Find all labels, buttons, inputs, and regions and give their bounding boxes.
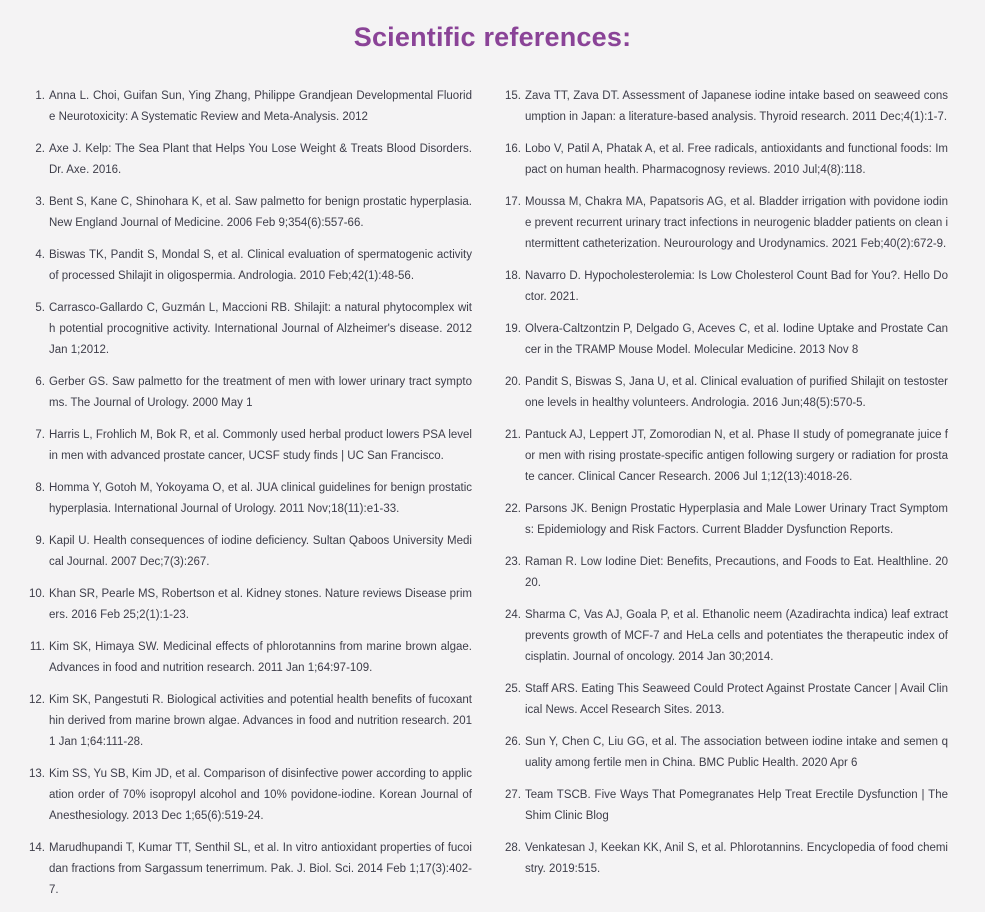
reference-number: 1.: [35, 90, 45, 102]
reference-text: Khan SR, Pearle MS, Robertson et al. Kidney stones. Nature reviews Disease primers. 2016 Feb 25;2(1):1-23.: [49, 588, 472, 621]
reference-item: [500, 266, 948, 308]
reference-number: 25.: [505, 683, 521, 695]
reference-text: Pandit S, Biswas S, Jana U, et al. Clinical evaluation of purified Shilajit on testosterone levels in healthy volunteers. Andrologia. 2016 Jun;48(5):570-5.: [525, 376, 948, 409]
reference-text: Homma Y, Gotoh M, Yokoyama O, et al. JUA clinical guidelines for benign prostatic hyperplasia. International Journal of Urology. 2011 Nov;18(11):e1-33.: [49, 482, 472, 515]
reference-item: [24, 298, 472, 361]
reference-text: Biswas TK, Pandit S, Mondal S, et al. Clinical evaluation of spermatogenic activity of processed Shilajit in oligospermia. Andrologia. 2010 Feb;42(1):48-56.: [49, 249, 472, 282]
reference-text: Parsons JK. Benign Prostatic Hyperplasia and Male Lower Urinary Tract Symptoms: Epidemiology and Risk Factors. Current Bladder Dysfunction Reports.: [525, 503, 948, 536]
reference-text: Pantuck AJ, Leppert JT, Zomorodian N, et al. Phase II study of pomegranate juice for men with rising prostate-specific antigen following surgery or radiation for prostate cancer. Clinical Cancer Research. 2006 Jul 1;12(13):4018-26.: [525, 429, 948, 483]
reference-number: 13.: [29, 768, 45, 780]
reference-text: Moussa M, Chakra MA, Papatsoris AG, et al. Bladder irrigation with povidone iodine prevent recurrent urinary tract infections in neurogenic bladder patients on clean intermittent catheterization. Neurourology and Urodynamics. 2021 Feb;40(2):672-9.: [525, 196, 948, 250]
reference-item: [500, 785, 948, 827]
reference-text: Bent S, Kane C, Shinohara K, et al. Saw palmetto for benign prostatic hyperplasia. New England Journal of Medicine. 2006 Feb 9;354(6):557-66.: [49, 196, 472, 229]
reference-text: Navarro D. Hypocholesterolemia: Is Low Cholesterol Count Bad for You?. Hello Doctor. 2021.: [525, 270, 948, 303]
reference-text: Sharma C, Vas AJ, Goala P, et al. Ethanolic neem (Azadirachta indica) leaf extract prevents growth of MCF-7 and HeLa cells and potentiates the therapeutic index of cisplatin. Journal of oncology. 2014 Jan 30;2014.: [525, 609, 948, 663]
reference-number: 24.: [505, 609, 521, 621]
reference-item: [500, 139, 948, 181]
reference-item: [500, 319, 948, 361]
reference-item: [500, 499, 948, 541]
reference-number: 21.: [505, 429, 521, 441]
reference-number: 12.: [29, 694, 45, 706]
reference-number: 18.: [505, 270, 521, 282]
reference-text: Sun Y, Chen C, Liu GG, et al. The association between iodine intake and semen quality among fertile men in China. BMC Public Health. 2020 Apr 6: [525, 736, 948, 769]
reference-text: Gerber GS. Saw palmetto for the treatment of men with lower urinary tract symptoms. The Journal of Urology. 2000 May 1: [49, 376, 472, 409]
reference-text: Harris L, Frohlich M, Bok R, et al. Commonly used herbal product lowers PSA level in men with advanced prostate cancer, UCSF study finds | UC San Francisco.: [49, 429, 472, 462]
reference-item: [24, 838, 472, 901]
reference-number: 19.: [505, 323, 521, 335]
reference-number: 11.: [29, 641, 45, 653]
reference-item: [500, 372, 948, 414]
reference-text: Marudhupandi T, Kumar TT, Senthil SL, et al. In vitro antioxidant properties of fucoidan fractions from Sargassum tenerrimum. Pak. J. Biol. Sci. 2014 Feb 1;17(3):402-7.: [49, 842, 472, 896]
reference-text: Kim SK, Himaya SW. Medicinal effects of phlorotannins from marine brown algae. Advances in food and nutrition research. 2011 Jan 1;64:97-109.: [49, 641, 472, 674]
reference-number: 8.: [35, 482, 45, 494]
reference-item: [500, 732, 948, 774]
reference-item: [24, 192, 472, 234]
reference-number: 4.: [35, 249, 45, 261]
reference-text: Venkatesan J, Keekan KK, Anil S, et al. Phlorotannins. Encyclopedia of food chemistry. 2019:515.: [525, 842, 948, 875]
reference-item: [24, 637, 472, 679]
reference-item: [24, 531, 472, 573]
reference-text: Lobo V, Patil A, Phatak A, et al. Free radicals, antioxidants and functional foods: Impact on human health. Pharmacognosy reviews. 2010 Jul;4(8):118.: [525, 143, 948, 176]
reference-item: [24, 86, 472, 128]
reference-text: Carrasco-Gallardo C, Guzmán L, Maccioni RB. Shilajit: a natural phytocomplex with potential procognitive activity. International Journal of Alzheimer's disease. 2012 Jan 1;2012.: [49, 302, 472, 356]
reference-item: [24, 584, 472, 626]
reference-number: 16.: [505, 143, 521, 155]
reference-item: [500, 605, 948, 668]
reference-number: 6.: [35, 376, 45, 388]
reference-text: Raman R. Low Iodine Diet: Benefits, Precautions, and Foods to Eat. Healthline. 2020.: [525, 556, 948, 589]
reference-item: [24, 425, 472, 467]
reference-text: Staff ARS. Eating This Seaweed Could Protect Against Prostate Cancer | Avail Clinical News. Accel Research Sites. 2013.: [525, 683, 948, 716]
references-columns: [0, 86, 985, 912]
reference-item: [24, 372, 472, 414]
reference-item: [24, 764, 472, 827]
reference-number: 9.: [35, 535, 45, 547]
page-title: Scientific references:: [353, 22, 632, 52]
reference-item: [500, 838, 948, 880]
references-column-left: [24, 86, 472, 912]
reference-number: 17.: [505, 196, 521, 208]
reference-number: 28.: [505, 842, 521, 854]
reference-number: 3.: [35, 196, 45, 208]
reference-number: 22.: [505, 503, 521, 515]
reference-number: 15.: [505, 90, 521, 102]
reference-item: [24, 478, 472, 520]
reference-item: [24, 690, 472, 753]
reference-number: 5.: [35, 302, 45, 314]
reference-number: 10.: [29, 588, 45, 600]
reference-item: [24, 245, 472, 287]
reference-item: [24, 139, 472, 181]
reference-number: 23.: [505, 556, 521, 568]
reference-number: 2.: [35, 143, 45, 155]
reference-text: Kapil U. Health consequences of iodine deficiency. Sultan Qaboos University Medical Journal. 2007 Dec;7(3):267.: [49, 535, 472, 568]
reference-text: Olvera-Caltzontzin P, Delgado G, Aceves C, et al. Iodine Uptake and Prostate Cancer in the TRAMP Mouse Model. Molecular Medicine. 2013 Nov 8: [525, 323, 948, 356]
reference-text: Team TSCB. Five Ways That Pomegranates Help Treat Erectile Dysfunction | The Shim Clinic Blog: [525, 789, 948, 822]
reference-text: Axe J. Kelp: The Sea Plant that Helps You Lose Weight & Treats Blood Disorders. Dr. Axe. 2016.: [49, 143, 472, 176]
reference-item: [500, 552, 948, 594]
reference-number: 20.: [505, 376, 521, 388]
references-column-right: [500, 86, 948, 912]
reference-number: 14.: [29, 842, 45, 854]
reference-number: 27.: [505, 789, 521, 801]
reference-text: Kim SK, Pangestuti R. Biological activities and potential health benefits of fucoxanthin derived from marine brown algae. Advances in food and nutrition research. 2011 Jan 1;64:111-28.: [49, 694, 472, 748]
reference-number: 7.: [35, 429, 45, 441]
reference-number: 26.: [505, 736, 521, 748]
reference-text: Anna L. Choi, Guifan Sun, Ying Zhang, Philippe Grandjean Developmental Fluoride Neurotoxicity: A Systematic Review and Meta-Analysis. 2012: [49, 90, 472, 123]
reference-item: [500, 86, 948, 128]
reference-text: Kim SS, Yu SB, Kim JD, et al. Comparison of disinfective power according to application order of 70% isopropyl alcohol and 10% povidone-iodine. Korean Journal of Anesthesiology. 2013 Dec 1;65(6):519-24.: [49, 768, 472, 822]
reference-item: [500, 425, 948, 488]
reference-item: [500, 192, 948, 255]
reference-item: [500, 679, 948, 721]
reference-text: Zava TT, Zava DT. Assessment of Japanese iodine intake based on seaweed consumption in Japan: a literature-based analysis. Thyroid research. 2011 Dec;4(1):1-7.: [525, 90, 948, 123]
